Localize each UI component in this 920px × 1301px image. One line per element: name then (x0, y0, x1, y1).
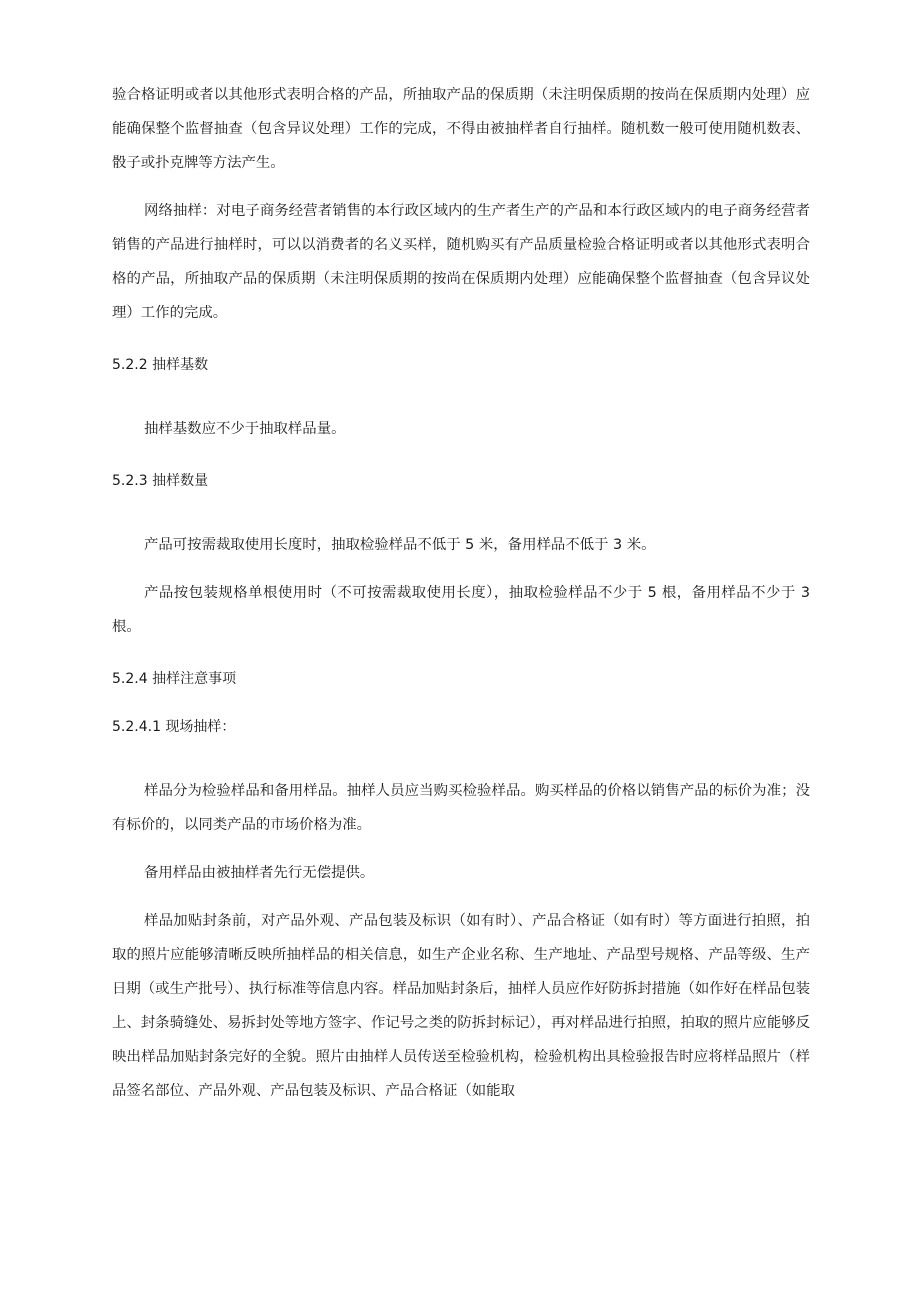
sample-types-paragraph: 样品分为检验样品和备用样品。抽样人员应当购买检验样品。购买样品的价格以销售产品的标价为准；没有标价的，以同类产品的市场价格为准。 (112, 783, 810, 833)
section-heading-5-2-3: 5.2.3 抽样数量 (112, 473, 209, 489)
section-heading-5-2-2: 5.2.2 抽样基数 (112, 357, 209, 373)
document-page (112, 78, 810, 1108)
section-heading-5-2-4: 5.2.4 抽样注意事项 (112, 671, 237, 687)
sampling-quantity-pieces-paragraph: 产品按包装规格单根使用时（不可按需裁取使用长度），抽取检验样品不少于 5 根，备用样品不少于 3 根。 (112, 585, 810, 635)
sampling-quantity-length-paragraph: 产品可按需裁取使用长度时，抽取检验样品不低于 5 米，备用样品不低于 3 米。 (144, 537, 656, 553)
continuation-paragraph: 验合格证明或者以其他形式表明合格的产品，所抽取产品的保质期（未注明保质期的按尚在保质期内处理）应能确保整个监督抽查（包含异议处理）工作的完成，不得由被抽样者自行抽样。随机数一般可使用随机数表、骰子或扑克牌等方法产生。 (112, 87, 810, 171)
online-sampling-paragraph: 网络抽样：对电子商务经营者销售的本行政区域内的生产者生产的产品和本行政区域内的电子商务经营者销售的产品进行抽样时，可以以消费者的名义买样，随机购买有产品质量检验合格证明或者以其他形式表明合格的产品，所抽取产品的保质期（未注明保质期的按尚在保质期内处理）应能确保整个监督抽查（包含异议处理）工作的完成。 (112, 203, 810, 321)
photo-sealing-paragraph: 样品加贴封条前，对产品外观、产品包装及标识（如有时）、产品合格证（如有时）等方面进行拍照，拍取的照片应能够清晰反映所抽样品的相关信息，如生产企业名称、生产地址、产品型号规格、产品等级、生产日期（或生产批号）、执行标准等信息内容。样品加贴封条后，抽样人员应作好防拆封措施（如作好在样品包装上、封条骑缝处、易拆封处等地方签字、作记号之类的防拆封标记），再对样品进行拍照，拍取的照片应能够反映出样品加贴封条完好的全貌。照片由抽样人员传送至检验机构，检验机构出具检验报告时应将样品照片（样品签名部位、产品外观、产品包装及标识、产品合格证（如能取 (112, 913, 810, 1099)
sampling-base-paragraph: 抽样基数应不少于抽取样品量。 (144, 421, 346, 437)
section-heading-5-2-4-1: 5.2.4.1 现场抽样： (112, 719, 236, 735)
backup-sample-paragraph: 备用样品由被抽样者先行无偿提供。 (144, 865, 375, 881)
